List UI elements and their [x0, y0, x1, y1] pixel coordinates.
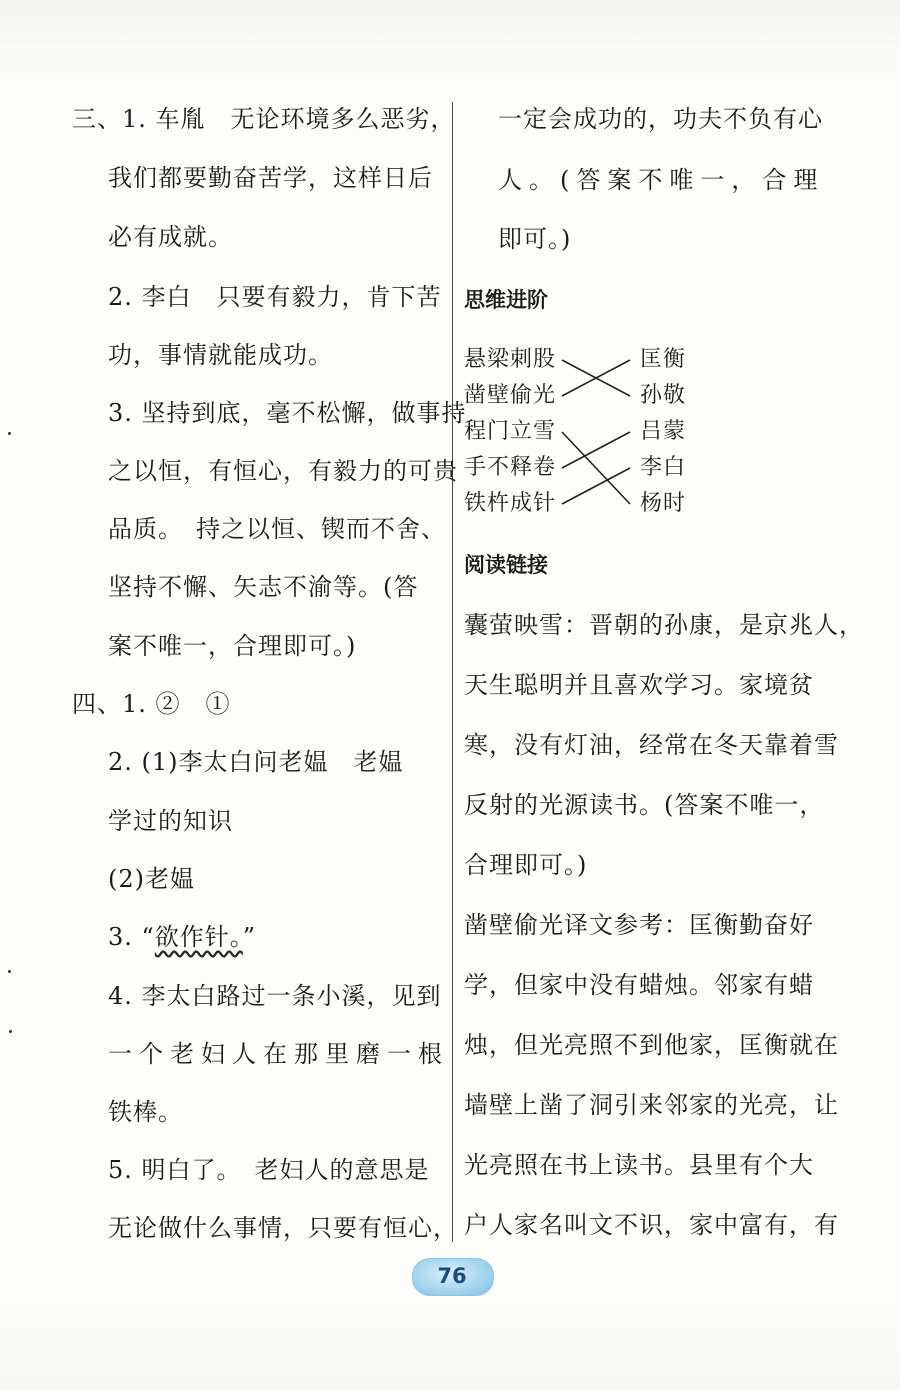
text-line: 户人家名叫文不识，家中富有，有: [464, 1211, 839, 1239]
text-line: 无论做什么事情，只要有恒心，: [108, 1214, 458, 1242]
matching-lines: [548, 340, 640, 530]
text-line: 3. 坚持到底，毫不松懈，做事持: [108, 399, 467, 427]
match-left-item: 程门立雪: [464, 419, 557, 444]
text-line: 之以恒，有恒心，有毅力的可贵: [108, 457, 458, 485]
text-line: 学过的知识: [108, 807, 233, 835]
text-line: 2. (1)李太白问老媪 老媪: [108, 748, 404, 776]
text-line: 必有成就。: [108, 223, 233, 251]
text-line: 凿壁偷光译文参考：匡衡勤奋好: [464, 911, 814, 939]
match-left-item: 凿壁偷光: [464, 383, 557, 408]
section-title-reading: 阅读链接: [464, 553, 548, 577]
page-number: 76: [437, 1264, 467, 1288]
text-line: 案不唯一，合理即可。): [108, 632, 357, 660]
text-line: 即可。): [498, 225, 572, 253]
match-connector: [562, 468, 630, 504]
match-right-item: 匡衡: [640, 347, 687, 372]
text-line: 天生聪明并且喜欢学习。家境贫: [464, 671, 814, 699]
text-line: 坚持不懈、矢志不渝等。(答: [108, 573, 419, 601]
text-line: 合理即可。): [464, 851, 588, 879]
text-line-q3: [108, 922, 256, 952]
text-line: 墙壁上凿了洞引来邻家的光亮，让: [464, 1091, 839, 1119]
match-right-item: 孙敬: [640, 383, 687, 408]
text-line: 铁棒。: [108, 1098, 183, 1126]
match-left-item: 悬梁刺股: [464, 347, 557, 372]
match-left-item: 手不释卷: [464, 455, 557, 480]
text-line: 光亮照在书上读书。县里有个大: [464, 1151, 814, 1179]
text-line: 品质。 持之以恒、锲而不舍、: [108, 515, 446, 543]
match-right-item: 吕蒙: [640, 419, 687, 444]
match-right-item: 杨时: [640, 491, 687, 516]
match-left-item: 铁杵成针: [464, 491, 557, 516]
text-line: 囊萤映雪：晋朝的孙康，是京兆人，: [464, 611, 864, 639]
margin-mark: [9, 1030, 12, 1033]
match-connector: [562, 432, 630, 468]
text-line: 功，事情就能成功。: [108, 341, 333, 369]
text-line: 烛，但光亮照不到他家，匡衡就在: [464, 1031, 839, 1059]
text-line: 4. 李太白路过一条小溪，见到: [108, 982, 442, 1010]
text-line: 四、1. ② ①: [72, 690, 231, 718]
text-line: (2)老媪: [108, 865, 195, 893]
text-line: 一定会成功的，功夫不负有心: [498, 105, 823, 133]
text-line: 5. 明白了。 老妇人的意思是: [108, 1156, 430, 1184]
text-line: 学，但家中没有蜡烛。邻家有蜡: [464, 971, 814, 999]
text-line: 2. 李白 只要有毅力，肯下苦: [108, 283, 442, 311]
match-connector: [562, 432, 630, 504]
q3-prefix: 3. “: [108, 923, 155, 951]
section-title-thinking: 思维进阶: [464, 288, 548, 312]
text-line: 寒，没有灯油，经常在冬天靠着雪: [464, 731, 839, 759]
text-line: 我们都要勤奋苦学，这样日后: [108, 164, 433, 192]
q3-quote: 欲作针。: [154, 923, 243, 951]
margin-mark: [8, 970, 11, 973]
match-right-item: 李白: [640, 455, 687, 480]
margin-mark: [8, 432, 11, 435]
text-line: 三、1. 车胤 无论环境多么恶劣，: [72, 105, 456, 133]
q3-suffix: ”: [242, 923, 257, 951]
column-divider: [452, 102, 453, 1242]
text-line: 一个老妇人在那里磨一根: [108, 1040, 449, 1068]
text-line: 人。(答案不唯一，合理: [498, 166, 825, 194]
text-line: 反射的光源读书。(答案不唯一，: [464, 791, 825, 819]
